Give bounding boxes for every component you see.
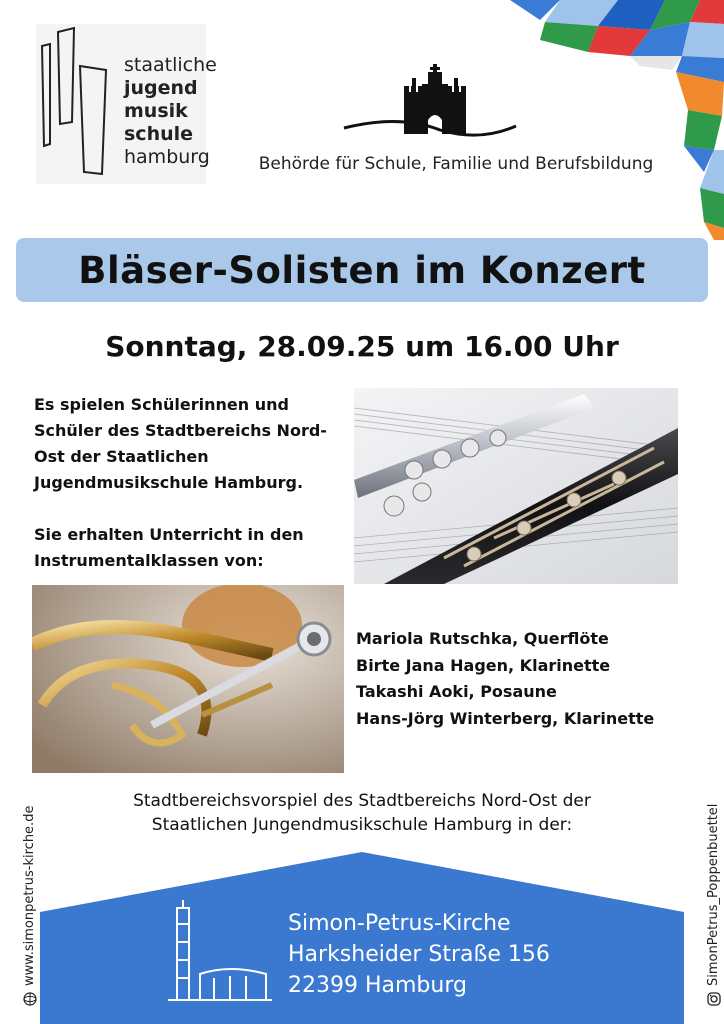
jms-logo-line: jugend [124, 77, 198, 99]
title-banner [16, 238, 708, 302]
church-name: Simon-Petrus-Kirche [288, 911, 511, 936]
jms-logo [36, 24, 217, 184]
intro-text [34, 392, 350, 496]
intro-line: Es spielen Schülerinnen und [34, 395, 289, 414]
flute-clarinet-photo [354, 388, 678, 584]
organ-pipes-icon [36, 24, 116, 184]
lessons-line: Sie erhalten Unterricht in den [34, 525, 304, 544]
concert-date: Sonntag, 28.09.25 um 16.00 Uhr [105, 330, 619, 363]
church-street: Harksheider Straße 156 [288, 942, 550, 967]
jms-logo-line: schule [124, 123, 194, 145]
hamburg-castle-icon [340, 58, 520, 148]
teacher-item: Birte Jana Hagen, Klarinette [356, 655, 611, 675]
concert-title: Bläser-Solisten im Konzert [78, 248, 646, 292]
instagram-side-label [706, 804, 721, 1006]
church-city: 22399 Hamburg [288, 973, 467, 998]
globe-icon [23, 992, 37, 1006]
teacher-list [356, 626, 716, 732]
instagram-icon [707, 992, 721, 1006]
lessons-text [34, 522, 350, 574]
teacher-item: Hans-Jörg Winterberg, Klarinette [356, 708, 655, 728]
teacher-item: Takashi Aoki, Posaune [356, 682, 557, 701]
jms-logo-line: musik [124, 100, 188, 122]
vorspiel-line: Stadtbereichsvorspiel des Stadtbereichs Nord-Ost der [133, 791, 591, 811]
vorspiel-line: Staatlichen Jungendmusikschule Hamburg in der: [151, 815, 573, 835]
trombone-photo [32, 585, 344, 773]
corner-mosaic-decoration [500, 0, 724, 240]
teacher-item: Mariola Rutschka, Querflöte [356, 629, 609, 648]
authority-name: Behörde für Schule, Familie und Berufsbildung [258, 154, 654, 174]
website-link[interactable]: www.simonpetrus-kirche.de [22, 805, 37, 986]
jms-logo-line: hamburg [124, 146, 210, 168]
website-side-label [22, 806, 37, 1006]
intro-line: Jugendmusikschule Hamburg. [34, 473, 304, 492]
instagram-handle[interactable]: SimonPetrus_Poppenbuettel [706, 803, 721, 986]
intro-line: Ost der Staatlichen [34, 447, 209, 466]
jms-logo-line: staatliche [124, 54, 217, 76]
intro-line: Schüler des Stadtbereichs Nord- [34, 421, 327, 440]
church-address [288, 908, 618, 1001]
lessons-line: Instrumentalklassen von: [34, 551, 264, 570]
vorspiel-text [40, 789, 684, 837]
